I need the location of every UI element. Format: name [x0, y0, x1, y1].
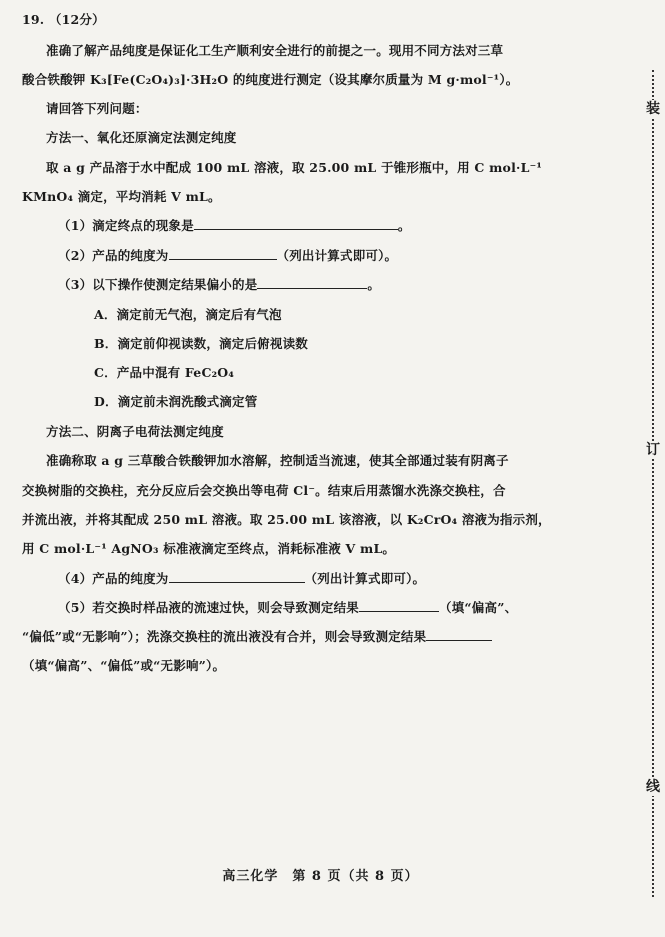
subquestion-2-text: （2）产品的纯度为 — [58, 248, 169, 263]
option-a: A．滴定前无气泡，滴定后有气泡 — [94, 307, 282, 322]
subquestion-5-line-2 — [22, 627, 492, 645]
option-d: D．滴定前未润洗酸式滴定管 — [94, 394, 258, 409]
subquestion-3-end: 。 — [367, 277, 381, 292]
option-c: C．产品中混有 FeC₂O₄ — [94, 365, 235, 380]
subquestion-4-text: （4）产品的纯度为 — [58, 571, 169, 586]
subquestion-1-text: （1）滴定终点的现象是 — [58, 218, 194, 233]
answer-blank-5b[interactable] — [426, 628, 492, 641]
question-score: （12分） — [48, 12, 105, 27]
answer-blank-2[interactable] — [169, 247, 277, 260]
subquestion-1-end: 。 — [397, 218, 411, 233]
subquestion-2 — [58, 246, 397, 264]
method2-line-1: 准确称取 a g 三草酸合铁酸钾加水溶解，控制适当流速，使其全部通过装有阴离子 — [46, 453, 509, 468]
question-number: 19. — [22, 12, 45, 27]
binding-margin — [641, 0, 665, 937]
subquestion-5-text-a: （5）若交换时样品液的流速过快，则会导致测定结果 — [58, 600, 359, 615]
subquestion-2-end: （列出计算式即可）。 — [276, 248, 398, 263]
method2-line-4: 用 C mol·L⁻¹ AgNO₃ 标准液滴定至终点，消耗标准液 V mL。 — [22, 541, 396, 556]
page-footer: 高三化学 第 8 页（共 8 页） — [222, 869, 419, 884]
binding-char-xian: 线 — [643, 778, 663, 796]
method2-title: 方法二、阴离子电荷法测定纯度 — [46, 424, 224, 439]
method1-line-1: 取 a g 产品溶于水中配成 100 mL 溶液，取 25.00 mL 于锥形瓶中，用 C mol·L⁻¹ — [46, 160, 543, 175]
subquestion-5-text-b: （填“偏高”、 — [439, 600, 518, 615]
answer-blank-5a[interactable] — [359, 599, 439, 612]
method2-line-2: 交换树脂的交换柱，充分反应后会交换出等电荷 Cl⁻。结束后用蒸馏水洗涤交换柱，合 — [22, 483, 506, 498]
intro-line-2: 酸合铁酸钾 K₃[Fe(C₂O₄)₃]·3H₂O 的纯度进行测定（设其摩尔质量为 M g·mol⁻¹）。 — [22, 72, 519, 87]
prompt-text: 请回答下列问题： — [46, 101, 148, 116]
method2-line-3: 并流出液，并将其配成 250 mL 溶液。取 25.00 mL 该溶液，以 K₂CrO₄ 溶液为指示剂， — [22, 512, 551, 527]
subquestion-1 — [58, 216, 411, 234]
question-header — [22, 10, 105, 28]
method1-line-2: KMnO₄ 滴定，平均消耗 V mL。 — [22, 189, 221, 204]
subquestion-4-end: （列出计算式即可）。 — [304, 571, 426, 586]
subquestion-3 — [58, 275, 380, 293]
subquestion-5-line-3: （填“偏高”、“偏低”或“无影响”）。 — [22, 658, 226, 673]
answer-blank-3[interactable] — [257, 276, 367, 289]
answer-blank-1[interactable] — [194, 217, 398, 230]
subquestion-3-text: （3）以下操作使测定结果偏小的是 — [58, 277, 258, 292]
binding-dotted-line — [652, 70, 654, 897]
subquestion-5-line-1 — [58, 598, 517, 616]
binding-char-zhuang: 装 — [643, 100, 663, 118]
option-b: B．滴定前仰视读数，滴定后俯视读数 — [94, 336, 308, 351]
intro-line-1: 准确了解产品纯度是保证化工生产顺利安全进行的前提之一。现用不同方法对三草 — [46, 43, 504, 58]
subquestion-5-text-c: “偏低”或“无影响”）；洗涤交换柱的流出液没有合并，则会导致测定结果 — [22, 629, 427, 644]
binding-char-ding: 订 — [643, 441, 663, 459]
method1-title: 方法一、氧化还原滴定法测定纯度 — [46, 130, 237, 145]
subquestion-4 — [58, 569, 425, 587]
answer-blank-4[interactable] — [169, 570, 305, 583]
